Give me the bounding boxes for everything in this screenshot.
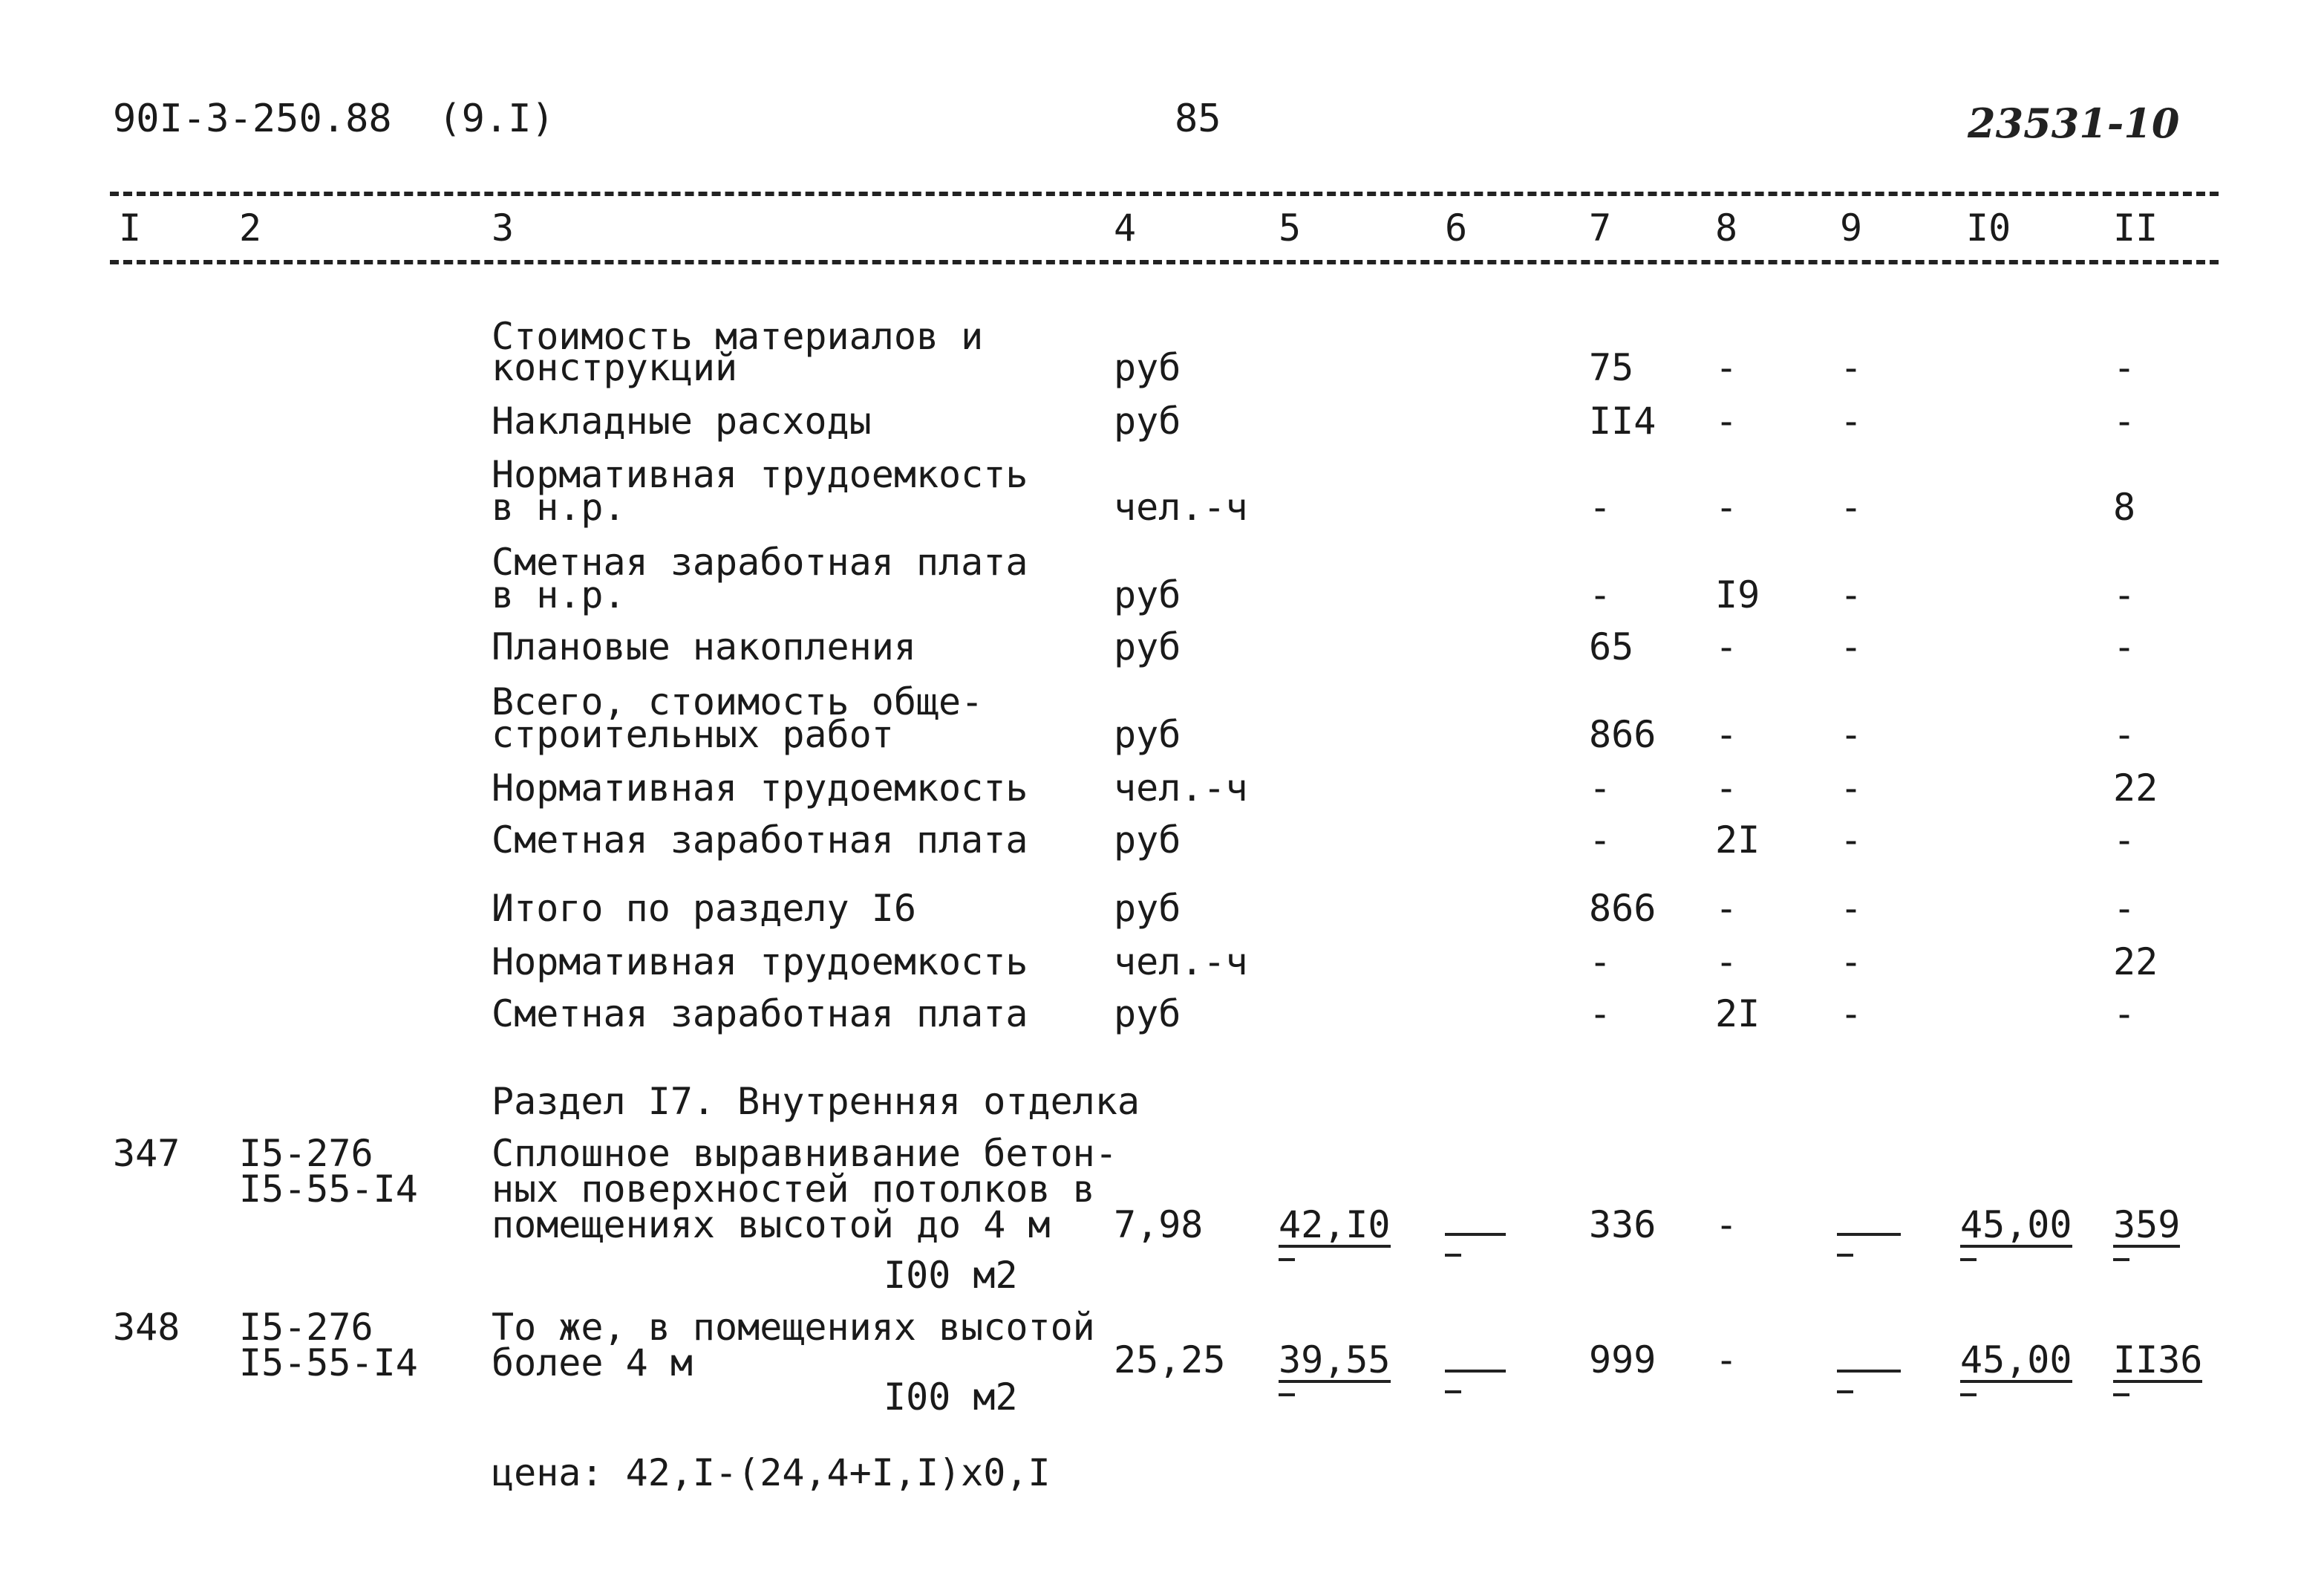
section-heading: Раздел I7. Внутренняя отделка — [492, 1080, 1140, 1123]
col-header-1: I — [119, 206, 142, 250]
cell-col11: - — [2113, 625, 2136, 668]
cell-col4: 25,25 — [1114, 1338, 1226, 1381]
cell-col9: - — [1840, 887, 1863, 930]
price-formula: цена: 42,I-(24,4+I,I)x0,I — [492, 1451, 1051, 1494]
cell-col8: - — [1715, 713, 1738, 756]
item-code: I5-276 — [239, 1306, 373, 1349]
document-code: 90I-3-250.88 (9.I) — [113, 97, 555, 141]
cell-col9: - — [1840, 486, 1863, 529]
cell-col8: - — [1715, 766, 1738, 810]
cell-col7: 866 — [1589, 887, 1656, 930]
row-unit: руб — [1114, 346, 1181, 389]
row-description: Стоимость материалов и — [492, 315, 984, 358]
cell-col8: - — [1715, 346, 1738, 389]
item-description-cont: ных поверхностей потолков в — [492, 1168, 1095, 1211]
item-code-secondary: I5-55-I4 — [239, 1168, 418, 1211]
underline-tick — [2113, 1393, 2129, 1396]
cell-col8: - — [1715, 1338, 1738, 1381]
col-header-4: 4 — [1114, 206, 1137, 250]
cell-col9: - — [1840, 346, 1863, 389]
col-header-5: 5 — [1279, 206, 1302, 250]
cell-col9: - — [1840, 992, 1863, 1035]
row-description-cont: в н.р. — [492, 573, 626, 616]
cell-col4: 7,98 — [1114, 1203, 1204, 1246]
cell-col11: 8 — [2113, 486, 2136, 529]
row-description-cont: строительных работ — [492, 713, 894, 756]
col-header-3: 3 — [492, 206, 515, 250]
col-header-7: 7 — [1589, 206, 1612, 250]
underline-tick — [1960, 1258, 1977, 1261]
underline-tick — [1279, 1393, 1295, 1396]
cell-col11: - — [2113, 400, 2136, 443]
col-header-9: 9 — [1840, 206, 1863, 250]
cell-col11: 22 — [2113, 766, 2158, 810]
item-description: Сплошное выравнивание бетон- — [492, 1132, 1117, 1175]
col-header-10: I0 — [1966, 206, 2011, 250]
cell-col5: 42,I0 — [1279, 1203, 1391, 1246]
row-unit: руб — [1114, 573, 1181, 616]
cell-col8: - — [1715, 400, 1738, 443]
item-number: 347 — [113, 1132, 180, 1175]
cell-col8: I9 — [1715, 573, 1760, 616]
col-header-6: 6 — [1445, 206, 1468, 250]
col-header-11: II — [2113, 206, 2158, 250]
cell-col8: - — [1715, 486, 1738, 529]
cell-col8: 2I — [1715, 992, 1760, 1035]
cell-col10: 45,00 — [1960, 1338, 2072, 1381]
page-number: 85 — [1175, 97, 1221, 141]
item-description-cont: более 4 м — [492, 1341, 693, 1384]
cell-col8: - — [1715, 1203, 1738, 1246]
cell-col7: - — [1589, 940, 1612, 983]
item-code-secondary: I5-55-I4 — [239, 1341, 418, 1384]
cell-col7: 999 — [1589, 1338, 1656, 1381]
cell-col8: - — [1715, 940, 1738, 983]
cell-col7: 866 — [1589, 713, 1656, 756]
row-description: Нормативная трудоемкость — [492, 453, 1028, 496]
cell-col7: 75 — [1589, 346, 1634, 389]
row-description: Нормативная трудоемкость — [492, 940, 1028, 983]
row-unit: руб — [1114, 625, 1181, 668]
row-unit: руб — [1114, 713, 1181, 756]
cell-col7: II4 — [1589, 400, 1656, 443]
underline-tick — [2113, 1258, 2129, 1261]
header-top-rule — [110, 192, 2219, 196]
row-description: Сметная заработная плата — [492, 992, 1028, 1035]
row-description: Сметная заработная плата — [492, 541, 1028, 584]
cell-col11: - — [2113, 992, 2136, 1035]
cell-col7: 336 — [1589, 1203, 1656, 1246]
item-number: 348 — [113, 1306, 180, 1349]
row-unit: чел.-ч — [1114, 940, 1248, 983]
row-description: Сметная заработная плата — [492, 818, 1028, 862]
row-description: Накладные расходы — [492, 400, 872, 443]
cell-col8: 2I — [1715, 818, 1760, 862]
cell-col7: - — [1589, 818, 1612, 862]
row-unit: чел.-ч — [1114, 766, 1248, 810]
row-unit: руб — [1114, 400, 1181, 443]
row-unit: руб — [1114, 992, 1181, 1035]
cell-col11: II36 — [2113, 1338, 2203, 1381]
cell-col9: - — [1840, 713, 1863, 756]
row-unit: чел.-ч — [1114, 486, 1248, 529]
cell-col7: - — [1589, 573, 1612, 616]
cell-col7: - — [1589, 992, 1612, 1035]
cell-col8: - — [1715, 887, 1738, 930]
cell-col11: - — [2113, 818, 2136, 862]
cell-col11: - — [2113, 346, 2136, 389]
cell-col5: 39,55 — [1279, 1338, 1391, 1381]
item-description: То же, в помещениях высотой — [492, 1306, 1095, 1349]
cell-col9: - — [1840, 940, 1863, 983]
cell-col11: - — [2113, 573, 2136, 616]
cell-col11: 359 — [2113, 1203, 2181, 1246]
row-description: Плановые накопления — [492, 625, 916, 668]
cell-col11: 22 — [2113, 940, 2158, 983]
item-unit: I00 м2 — [884, 1254, 1018, 1297]
cell-col9: - — [1840, 573, 1863, 616]
cell-col9: - — [1840, 766, 1863, 810]
cell-col8: - — [1715, 625, 1738, 668]
item-unit: I00 м2 — [884, 1375, 1018, 1419]
cell-col9: - — [1840, 400, 1863, 443]
item-description-cont: помещениях высотой до 4 м — [492, 1203, 1051, 1246]
row-unit: руб — [1114, 887, 1181, 930]
row-description: Итого по разделу I6 — [492, 887, 916, 930]
row-unit: руб — [1114, 818, 1181, 862]
cell-col7: - — [1589, 486, 1612, 529]
underline-tick — [1279, 1258, 1295, 1261]
cell-col11: - — [2113, 887, 2136, 930]
row-description-cont: в н.р. — [492, 486, 626, 529]
underline-tick — [1960, 1393, 1977, 1396]
row-description-cont: конструкций — [492, 346, 738, 389]
header-bottom-rule — [110, 260, 2219, 264]
col-header-8: 8 — [1715, 206, 1738, 250]
cell-col7: 65 — [1589, 625, 1634, 668]
row-description: Всего, стоимость обще- — [492, 680, 984, 723]
item-code: I5-276 — [239, 1132, 373, 1175]
cell-col11: - — [2113, 713, 2136, 756]
cell-col9: - — [1840, 625, 1863, 668]
col-header-2: 2 — [239, 206, 262, 250]
cell-col9: - — [1840, 818, 1863, 862]
row-description: Нормативная трудоемкость — [492, 766, 1028, 810]
cell-col10: 45,00 — [1960, 1203, 2072, 1246]
cell-col7: - — [1589, 766, 1612, 810]
handwritten-reference: 23531-10 — [1968, 100, 2180, 147]
